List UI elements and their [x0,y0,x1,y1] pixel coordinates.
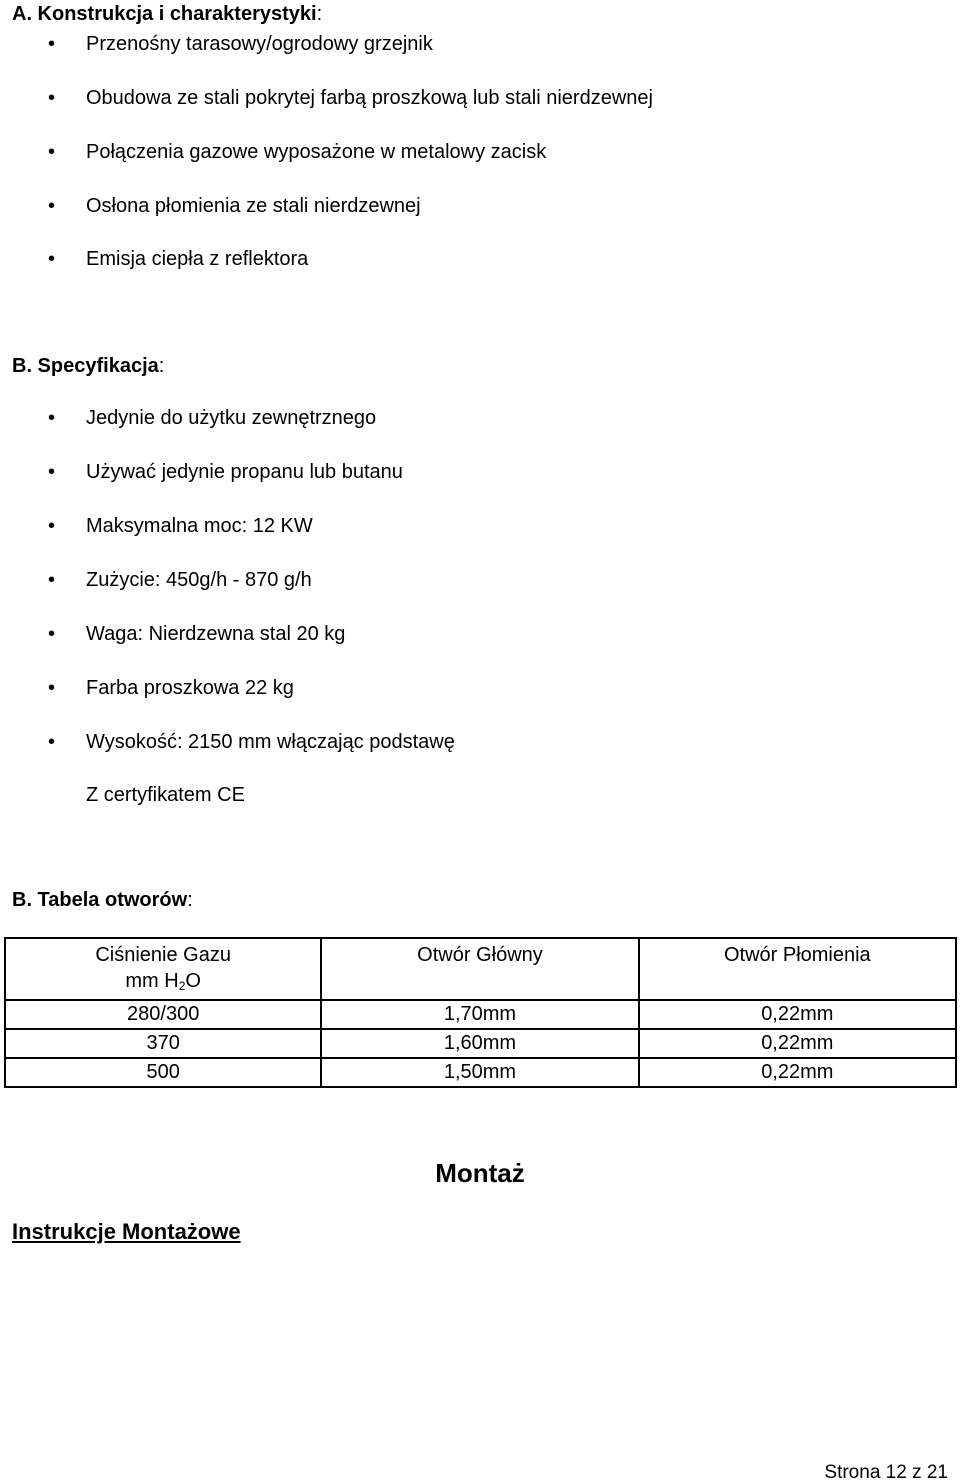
list-item-text: Maksymalna moc: 12 KW [86,515,313,537]
list-item-text: Zużycie: 450g/h - 870 g/h [86,569,312,591]
bullet-icon: • [48,515,56,537]
table-cell: 1,50mm [321,1058,638,1087]
list-item-text: Waga: Nierdzewna stal 20 kg [86,623,346,645]
header-cell-flame-orifice [639,938,956,1000]
page-title: Montaż [435,1158,525,1188]
list-item-text: Połączenia gazowe wyposażone w metalowy zacisk [86,141,547,163]
section-a-heading [12,2,322,26]
page-number: Strona 12 z 21 [824,1462,948,1483]
bullet-icon: • [48,33,56,55]
bullet-icon: • [48,195,56,217]
list-item-text: Przenośny tarasowy/ogrodowy grzejnik [86,33,433,55]
table-heading [12,888,193,912]
unit-suffix: O [185,970,201,992]
section-b-heading-text: B. Specyfikacja [12,355,159,377]
header-main-orifice-label: Otwór Główny [417,944,543,966]
table-cell: 0,22mm [639,1029,956,1058]
bullet-icon: • [48,731,56,753]
table-row [5,1000,956,1029]
section-b-colon: : [158,355,165,377]
header-pressure-unit [6,968,320,999]
table-cell: 0,22mm [639,1000,956,1029]
section-a-colon: : [316,3,323,25]
bullet-icon: • [48,141,56,163]
section-subtitle: Instrukcje Montażowe [12,1219,241,1244]
list-item-text: Wysokość: 2150 mm włączając podstawę [86,731,455,753]
header-flame-orifice-label: Otwór Płomienia [723,944,871,966]
bullet-icon: • [48,461,56,483]
table-row [5,1029,956,1058]
table-cell: 1,70mm [321,1000,638,1029]
orifice-table [4,937,957,1088]
header-cell-pressure [5,938,321,1000]
table-row [5,1058,956,1087]
section-a-heading-text: A. Konstrukcja i charakterystyki [12,3,317,25]
bullet-icon: • [48,407,56,429]
table-cell: 1,60mm [321,1029,638,1058]
table-header-row [5,938,956,1000]
table-cell: 370 [5,1029,321,1058]
list-item-text: Jedynie do użytku zewnętrznego [86,407,377,429]
table-heading-colon: : [187,889,193,911]
table-cell: 0,22mm [639,1058,956,1087]
list-item-text: Osłona płomienia ze stali nierdzewnej [86,195,421,217]
unit-prefix: mm H [125,970,179,992]
list-item-text: Emisja ciepła z reflektora [86,248,309,270]
bullet-icon: • [48,677,56,699]
table-cell: 280/300 [5,1000,321,1029]
section-b-heading [12,354,164,378]
bullet-icon: • [48,623,56,645]
bullet-icon: • [48,569,56,591]
list-item-text: Obudowa ze stali pokrytej farbą proszkową lub stali nierdzewnej [86,87,653,109]
list-item-text: Używać jedynie propanu lub butanu [86,461,403,483]
table-cell: 500 [5,1058,321,1087]
unit-subscript: 2 [178,979,186,993]
list-item-text: Farba proszkowa 22 kg [86,677,294,699]
header-cell-main-orifice [321,938,638,1000]
table-heading-text: B. Tabela otworów [12,889,188,911]
bullet-icon: • [48,248,56,270]
certificate-line: Z certyfikatem CE [86,784,245,806]
header-pressure-label: Ciśnienie Gazu [95,944,231,966]
bullet-icon: • [48,87,56,109]
